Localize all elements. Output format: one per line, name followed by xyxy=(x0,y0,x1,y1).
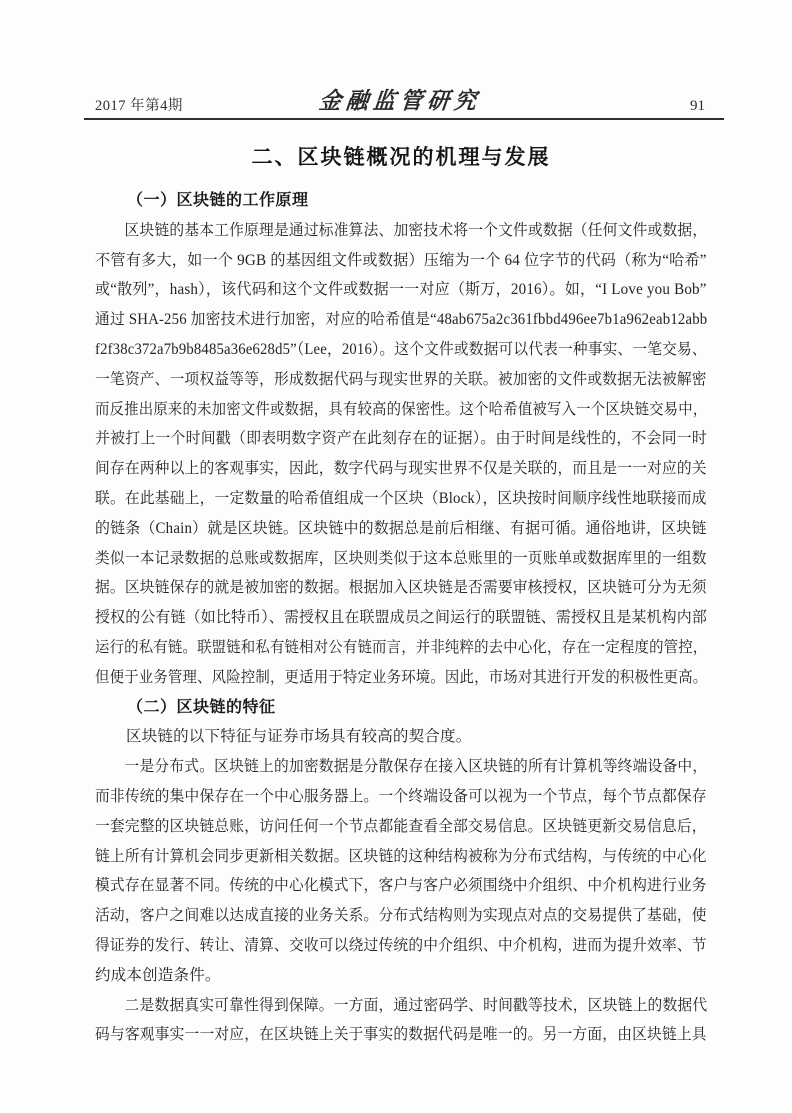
body-line: 得证券的发行、转让、清算、交收可以绕过传统的中介组织、中介机构，进而为提升效率、节 xyxy=(95,936,707,954)
body-line: 授权的公有链（如比特币）、需授权且在联盟成员之间运行的联盟链、需授权且是某机构内部 xyxy=(95,609,707,627)
header-rule-divider xyxy=(84,118,724,120)
body-line: 模式存在显著不同。传统的中心化模式下，客户与客户必须围绕中介组织、中介机构进行业务 xyxy=(95,877,707,895)
body-line: 码与客观事实一一对应，在区块链上关于事实的数据代码是唯一的。另一方面，由区块链上具 xyxy=(95,1026,707,1044)
section-heading: （二）区块链的特征 xyxy=(127,698,276,716)
paragraph xyxy=(95,722,707,752)
page-header xyxy=(95,87,707,115)
body-line: 类似一本记录数据的总账或数据库，区块则类似于这本总账里的一页账单或数据库里的一组数 xyxy=(95,549,707,567)
body-line: 二是数据真实可靠性得到保障。一方面，通过密码学、时间戳等技术，区块链上的数据代 xyxy=(124,996,708,1014)
body-line: 区块链的基本工作原理是通过标准算法、加密技术将一个文件或数据（任何文件或数据， xyxy=(124,221,708,239)
body-line: 一是分布式。区块链上的加密数据是分散保存在接入区块链的所有计算机等终端设备中， xyxy=(124,758,708,776)
body-line: 活动，客户之间难以达成直接的业务关系。分布式结构则为实现点对点的交易提供了基础，使 xyxy=(95,907,707,925)
body-line: 而反推出原来的未加密文件或数据，具有较高的保密性。这个哈希值被写入一个区块链交易中， xyxy=(95,400,708,418)
body-line: 但便于业务管理、风险控制，更适用于特定业务环境。因此，市场对其进行开发的积极性更高。 xyxy=(95,668,708,686)
body-line: f2f38c372a7b9b8485a36e628d5”（Lee，2016）。这个文件或数据可以代表一种事实、一笔交易、 xyxy=(95,340,707,358)
paragraph xyxy=(95,216,707,693)
body-line: 并被打上一个时间戳（即表明数字资产在此刻存在的证据）。由于时间是线性的，不会同一时 xyxy=(95,430,707,448)
paragraph xyxy=(95,752,707,990)
body-line: 一笔资产、一项权益等等，形成数据代码与现实世界的关联。被加密的文件或数据无法被解密 xyxy=(95,370,707,388)
body-line: 的链条（Chain）就是区块链。区块链中的数据总是前后相继、有据可循。通俗地讲，区块链 xyxy=(95,519,707,537)
document-body xyxy=(95,186,707,1050)
paragraph xyxy=(95,991,707,1051)
body-line: 约成本创造条件。 xyxy=(95,966,221,984)
body-line: 据。区块链保存的就是被加密的数据。根据加入区块链是否需要审核授权，区块链可分为无须 xyxy=(95,579,707,597)
section-heading: （一）区块链的工作原理 xyxy=(127,192,309,209)
body-line: 不管有多大，如一个 9GB 的基因组文件或数据）压缩为一个 64 位字节的代码（称为“哈希” xyxy=(95,251,707,269)
body-line: 通过 SHA-256 加密技术进行加密，对应的哈希值是“48ab675a2c361fbbd496ee7b1a962eab12abb xyxy=(95,311,708,329)
body-line: 区块链的以下特征与证券市场具有较高的契合度。 xyxy=(126,728,472,746)
journal-logo: 金融监管研究 xyxy=(317,87,483,115)
page-title: 二、区块链概况的机理与发展 xyxy=(251,146,551,169)
page-content xyxy=(95,87,708,1050)
body-line: 运行的私有链。联盟链和私有链相对公有链而言，并非纯粹的去中心化，存在一定程度的管控， xyxy=(95,638,708,656)
body-line: 间存在两种以上的客观事实，因此，数字代码与现实世界不仅是关联的，而且是一一对应的关 xyxy=(95,460,707,478)
body-line: 或“散列”，hash），该代码和这个文件或数据一一对应（斯万，2016）。如，“I Love you Bob” xyxy=(95,281,707,299)
issue-label: 2017 年第4期 xyxy=(95,98,183,114)
page-number: 91 xyxy=(690,98,705,114)
body-line: 链上所有计算机会同步更新相关数据。区块链的这种结构被称为分布式结构，与传统的中心化 xyxy=(95,847,707,865)
body-line: 一套完整的区块链总账，访问任何一个节点都能查看全部交易信息。区块链更新交易信息后， xyxy=(95,817,707,835)
body-line: 而非传统的集中保存在一个中心服务器上。一个终端设备可以视为一个节点，每个节点都保存 xyxy=(95,787,707,805)
body-line: 联。在此基础上，一定数量的哈希值组成一个区块（Block），区块按时间顺序线性地联接而成 xyxy=(95,489,707,507)
